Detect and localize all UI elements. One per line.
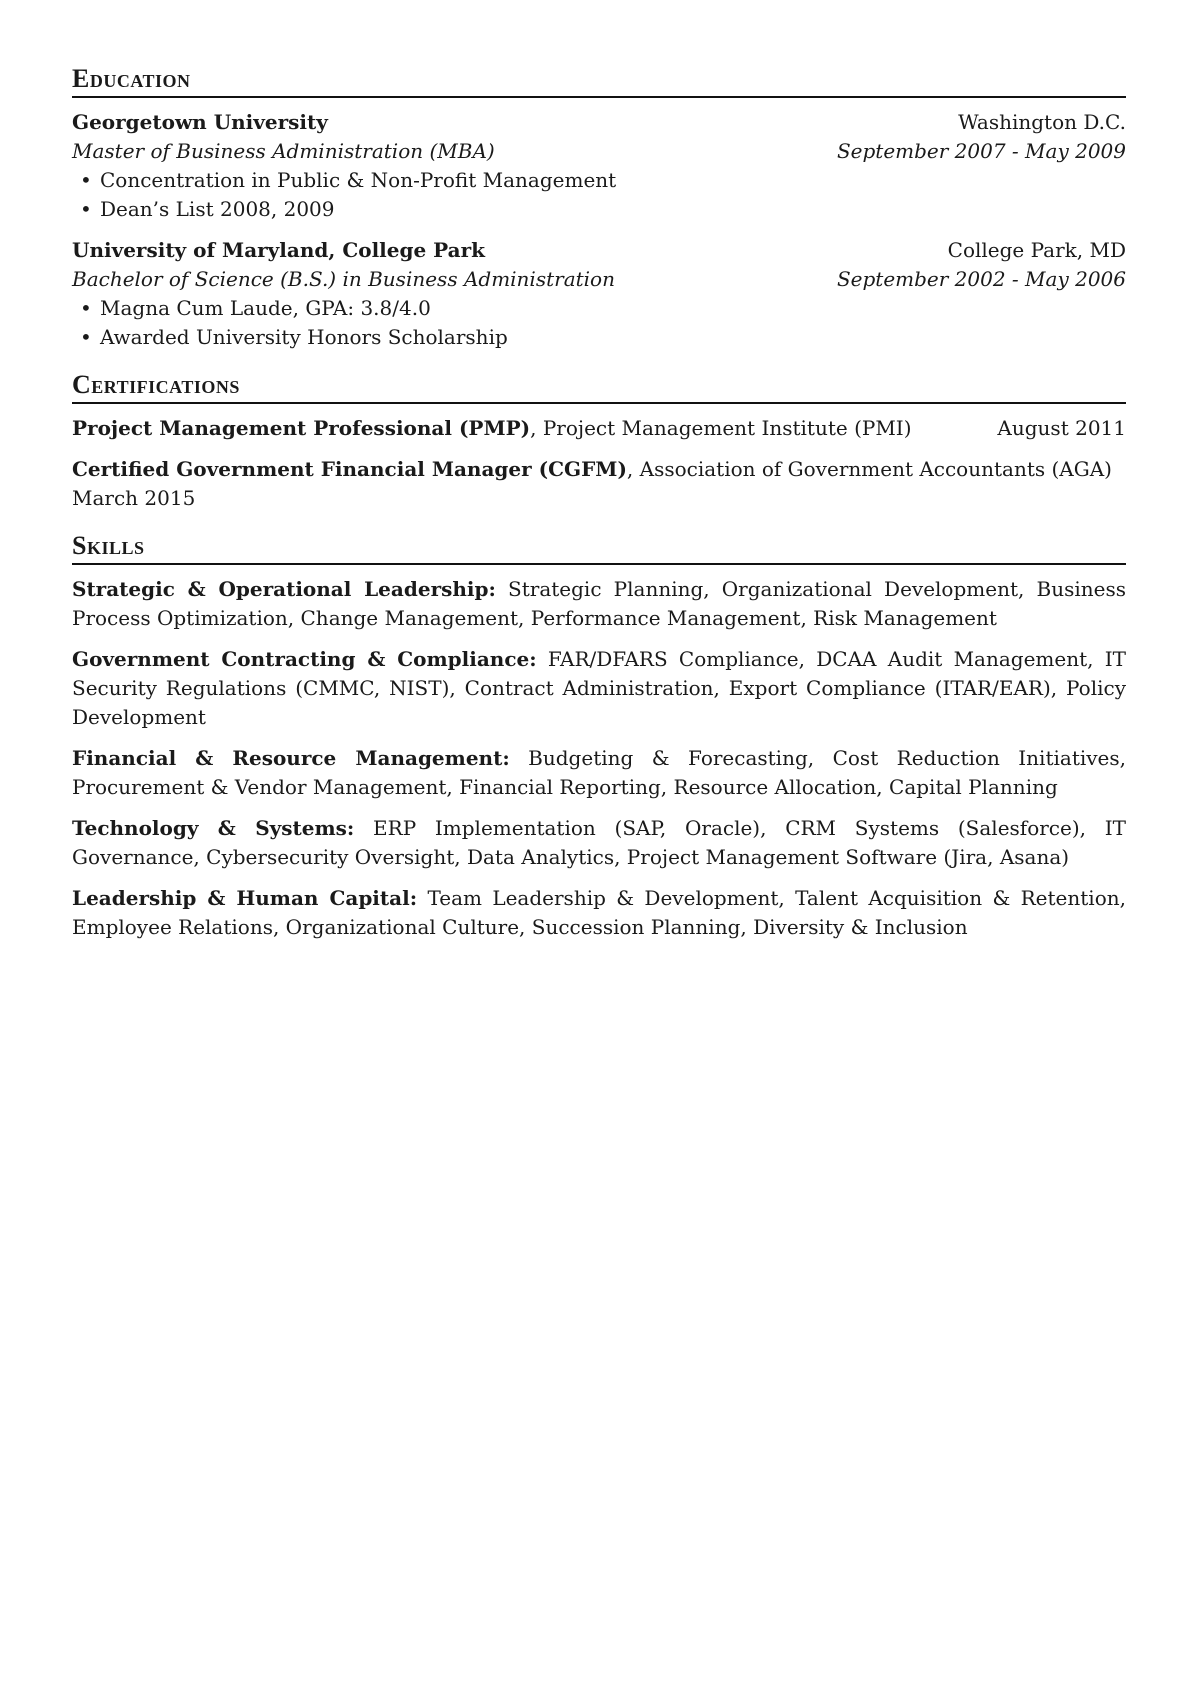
certification-issuer: , Project Management Institute (PMI) [530,416,912,440]
list-item [72,166,1126,195]
skill-label: Leadership & Human Capital: [72,886,418,910]
certification-name: Project Management Professional (PMP) [72,416,531,440]
education-bullets [72,294,1126,352]
education-header-row [72,236,1126,265]
education-header-row [72,108,1126,137]
skill-item [72,645,1126,732]
section-title-skills: Skills [72,531,1126,565]
bullet-icon: • [80,197,92,221]
skill-text: ERP Implementation (SAP, Oracle), CRM Systems (Salesforce), IT Governance, Cybersecurity Oversight, Data Analytics, Project Management Software (Jira, Asana) [72,816,1126,869]
skill-label: Government Contracting & Compliance: [72,647,537,671]
education-dates: September 2002 - May 2006 [836,267,1126,291]
degree: Master of Business Administration (MBA) [72,139,495,163]
certification-item [72,455,1126,513]
bullet-icon: • [80,168,92,192]
certification-list [72,414,1126,513]
education-degree-row [72,137,1126,166]
skill-label: Financial & Resource Management: [72,746,510,770]
skill-item [72,814,1126,872]
bullet-icon: • [80,296,92,320]
certification-date: August 2011 [997,416,1126,440]
bullet-text: Concentration in Public & Non-Profit Management [100,168,617,192]
school-name: Georgetown University [72,110,328,134]
list-item [72,323,1126,352]
skill-item [72,884,1126,942]
skill-label: Strategic & Operational Leadership: [72,577,496,601]
skills-section [72,531,1126,942]
skill-text: Strategic Planning, Organizational Development, Business Process Optimization, Change Management, Performance Management, Risk Management [72,577,1126,630]
school-location: College Park, MD [947,238,1126,262]
education-entry [72,236,1126,352]
education-bullets [72,166,1126,224]
bullet-icon: • [80,325,92,349]
bullet-text: Magna Cum Laude, GPA: 3.8/4.0 [100,296,431,320]
certification-issuer: , Association of Government Accountants (AGA) [626,457,1112,481]
certification-text [72,455,1126,484]
school-name: University of Maryland, College Park [72,238,486,262]
education-entry [72,108,1126,224]
list-item [72,294,1126,323]
degree: Bachelor of Science (B.S.) in Business Administration [72,267,615,291]
education-section [72,64,1126,352]
education-degree-row [72,265,1126,294]
skills-list [72,575,1126,942]
section-title-education: Education [72,64,1126,98]
certifications-section [72,370,1126,513]
skill-label: Technology & Systems: [72,816,355,840]
skill-text: Budgeting & Forecasting, Cost Reduction Initiatives, Procurement & Vendor Management, Financial Reporting, Resource Allocation, Capital Planning [72,746,1127,799]
certification-text [72,414,912,443]
skill-item [72,744,1126,802]
bullet-text: Awarded University Honors Scholarship [100,325,508,349]
skill-text: FAR/DFARS Compliance, DCAA Audit Management, IT Security Regulations (CMMC, NIST), Contract Administration, Export Compliance (ITAR/EAR), Policy Development [72,647,1126,729]
resume-page [72,64,1126,960]
skill-item [72,575,1126,633]
certification-name: Certified Government Financial Manager (CGFM) [72,457,627,481]
certification-item [72,414,1126,443]
school-location: Washington D.C. [958,110,1126,134]
section-title-certifications: Certifications [72,370,1126,404]
bullet-text: Dean’s List 2008, 2009 [100,197,335,221]
certification-date: March 2015 [72,486,196,510]
education-dates: September 2007 - May 2009 [836,139,1126,163]
list-item [72,195,1126,224]
skill-text: Team Leadership & Development, Talent Acquisition & Retention, Employee Relations, Organizational Culture, Succession Planning, Diversity & Inclusion [72,886,1126,939]
